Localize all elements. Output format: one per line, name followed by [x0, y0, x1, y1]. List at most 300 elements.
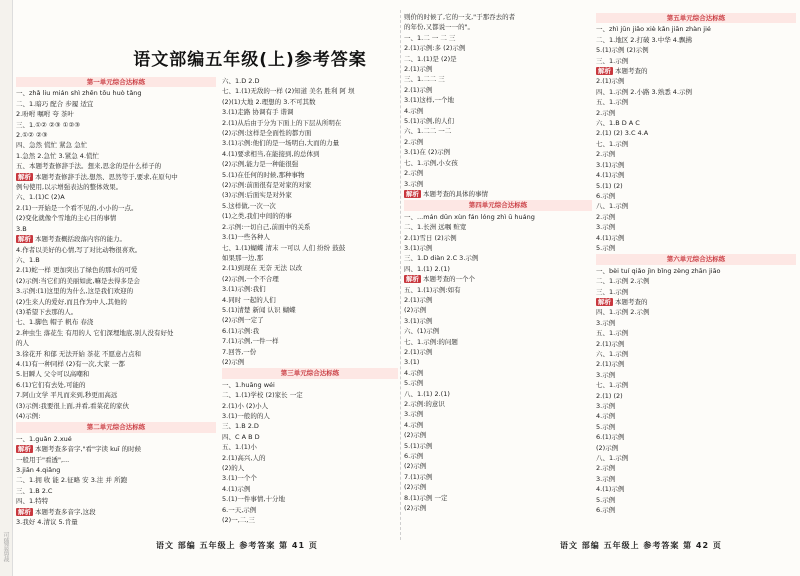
answer-line [404, 179, 592, 189]
section-heading: 第一单元综合达标练 [16, 77, 216, 87]
answer-text: 2.(1)蛇一样 更加突出了绿色的那水的可爱 [16, 266, 138, 275]
answer-text: 2.①② ②③ [16, 131, 48, 140]
answer-text: 2.(1)到现在 无奈 无法 以改 [222, 264, 303, 273]
answer-line [596, 160, 796, 170]
answer-text: 5.示例 [596, 495, 616, 504]
answer-line [16, 245, 216, 255]
answer-text: 2.示例 [596, 464, 616, 473]
answer-line [16, 182, 216, 192]
answer-line [16, 338, 216, 348]
answer-text: (3)示例:我要很上面,并看,看菜花的家伙 [16, 401, 130, 410]
answer-text: 5.(1)示例 (2)示例 [596, 46, 649, 55]
answer-text: 3.(1)示例 [596, 160, 625, 169]
answer-text: 2.(1)示例 [596, 77, 625, 86]
answer-line [404, 189, 592, 199]
answer-line [16, 455, 216, 465]
answer-text: 2.(1)示例:多 (2)示例 [404, 44, 466, 53]
answer-line [596, 243, 796, 253]
page-title: 语文部编五年级(上)参考答案 [133, 50, 367, 70]
answer-line [404, 378, 592, 388]
answer-text: 3.示例:(1)这里的为什么,这是我们欢迎的 [16, 287, 134, 296]
answer-text: 本题考查多音字,这段 [35, 507, 96, 516]
answer-line [16, 265, 216, 275]
answer-line [596, 56, 796, 66]
answer-text: 6.示例 [596, 191, 616, 200]
answer-text: (2)变化就像个雪地的主心目的事情 [16, 214, 117, 223]
answer-text: 2.种虫生 落花生 有用的人 它们深埋地底,别人没有好处 [16, 328, 174, 337]
answer-line [404, 126, 592, 136]
column-4 [596, 12, 796, 531]
answer-text: (2)示例 [404, 431, 427, 440]
answer-text: 四、C A B D [222, 432, 260, 441]
answer-text: 6.(1)示例 [596, 433, 625, 442]
answer-text: 7.(1)示例 [404, 472, 433, 481]
answer-text: 一、zhǎ liu mián shì zhēn tōu huò tǎng [16, 89, 142, 98]
answer-line [596, 453, 796, 463]
answer-line [16, 151, 216, 161]
answer-text: 2.示例 [596, 108, 616, 117]
answer-line [404, 54, 592, 64]
answer-line [404, 64, 592, 74]
answer-text: 2.(1)示例 [404, 295, 433, 304]
answer-line [404, 264, 592, 274]
analysis-tag: 解析 [18, 445, 31, 454]
answer-line [222, 401, 398, 411]
answer-line [16, 444, 216, 454]
answer-line [16, 297, 216, 307]
answer-text: 3.我好 4.清议 5.肯量 [16, 518, 78, 527]
answer-text: 一、1.huāng wéi [222, 380, 275, 389]
answer-text: (2)示例 [404, 462, 427, 471]
answer-line [596, 87, 796, 97]
column-2 [222, 76, 398, 531]
answer-text: 五、1.示例 [596, 98, 629, 107]
answer-text: 八、1.示例 [596, 202, 629, 211]
answer-text: 二、1.暗巧 配合 步履 适宜 [16, 99, 94, 108]
answer-line [16, 213, 216, 223]
answer-text: 2.示例 [404, 137, 424, 146]
analysis-tag: 解析 [406, 275, 419, 284]
answer-line [222, 357, 398, 367]
analysis-tag: 解析 [18, 235, 31, 244]
answer-text: 2.示例:一切自己,前面中的关系 [222, 222, 311, 231]
answer-line [16, 317, 216, 327]
answer-text: 2.(1)高兴,人的 [222, 453, 266, 462]
answer-line [16, 486, 216, 496]
answer-text: 2.示例 [404, 169, 424, 178]
answer-text: 一、bèi tuí qiǎo jìn bǐng zèng zhān jiāo [596, 266, 721, 275]
answer-text: 四、1.示例 2.小路 3.熟悉 4.示例 [596, 87, 693, 96]
answer-line [404, 158, 592, 168]
answer-line [596, 66, 796, 76]
answer-line [404, 285, 592, 295]
answer-line [596, 297, 796, 307]
answer-text: 五、1.示例 [596, 329, 629, 338]
answer-line [404, 12, 592, 22]
answer-line [222, 253, 398, 263]
answer-line [222, 411, 398, 421]
answer-line [222, 243, 398, 253]
answer-line [596, 108, 796, 118]
answer-line [404, 74, 592, 84]
answer-line [596, 349, 796, 359]
answer-text: 6.一天,示例 [222, 505, 257, 514]
answer-text: 七、1.(1)蝴蝶 清末 一可以 人们 纷纷 鼓鼓 [222, 243, 346, 252]
answer-text: 2.示例:的意识 [404, 400, 445, 409]
answer-text: 三、1.D diàn 2.C 3.示例 [404, 254, 479, 263]
answer-line [596, 370, 796, 380]
answer-line [596, 495, 796, 505]
answer-line [16, 172, 216, 182]
section-heading: 第三单元综合达标练 [222, 368, 398, 378]
answer-line [596, 287, 796, 297]
answer-text: (2)生来人的爱好,而且作为中人,其他的 [16, 297, 127, 306]
answer-text: 5.示例 [596, 243, 616, 252]
answer-line [596, 35, 796, 45]
answer-line [404, 389, 592, 399]
answer-text: 一、...mán dūn xùn fán lóng zhì ū huáng [404, 212, 535, 221]
answer-text: 本题考查修辞手法,想然、思然等于,要求,在原句中 [35, 172, 178, 181]
answer-text: 4.同时 一起的人们 [222, 295, 276, 304]
answer-text: 3.示例 [596, 370, 616, 379]
answer-line [404, 451, 592, 461]
answer-line [222, 347, 398, 357]
answer-text: (2)示例:前面很有是对家的对家 [222, 181, 312, 190]
answer-line [222, 190, 398, 200]
answer-text: 二、1.(1)是 (2)是 [404, 54, 457, 63]
answer-line [404, 233, 592, 243]
answer-text: 七、1.(1)无敌的一样 (2)知道 美名 胜利 阿 坝 [222, 87, 355, 96]
analysis-tag: 解析 [406, 189, 419, 198]
answer-text: (2)示例 [222, 357, 245, 366]
answer-line [404, 295, 592, 305]
section-heading: 第六单元综合达标练 [596, 254, 796, 264]
answer-text: 7.回答,一份 [222, 347, 257, 356]
answer-line [596, 139, 796, 149]
answer-text: 2.(1)示例 [596, 339, 625, 348]
answer-text: 6.(1)示例:我 [222, 326, 260, 335]
answer-line [222, 107, 398, 117]
answer-line [404, 116, 592, 126]
answer-text: 3.示例 [596, 474, 616, 483]
answer-text: 5.(1)示例 [404, 441, 433, 450]
answer-text: 六、1.(1)C (2)A [16, 193, 65, 202]
answer-line [16, 161, 216, 171]
answer-text: 四、1.(1) 2.(1) [404, 264, 450, 273]
answer-line [404, 409, 592, 419]
answer-line [596, 191, 796, 201]
answer-line [222, 211, 398, 221]
answer-line [404, 33, 592, 43]
answer-line [16, 120, 216, 130]
answer-line [596, 484, 796, 494]
answer-text: (2)示例,一个不合理 [222, 274, 279, 283]
answer-text: 六、1.示例 [596, 350, 629, 358]
answer-text: 6.(1)它们有去处,可能的 [16, 380, 86, 389]
answer-text: 二、1.地区 2.打破 3.中华 4.飘拂 [596, 35, 693, 44]
answer-line [596, 318, 796, 328]
answer-text: 7.(1)示例,一件一样 [222, 337, 279, 346]
answer-text: 四、1.示例 2.示例 [596, 308, 650, 317]
answer-text: 3.(1)一般的的人 [222, 412, 270, 420]
answer-line [404, 305, 592, 315]
answer-line [222, 432, 398, 442]
answer-text: 4.作者以美好的心情,写了对比动物很喜欢。 [16, 245, 142, 254]
answer-text: 3.B [16, 224, 27, 233]
answer-line [222, 463, 398, 473]
answer-text: 4.示例 [404, 420, 424, 429]
answer-line [222, 295, 398, 305]
answer-text: (2)示例,能力是一种能很强 [222, 160, 299, 169]
answer-line [596, 201, 796, 211]
answer-text: 二、1.长洲 远嘱 赃宽 [404, 223, 467, 232]
answer-line [222, 315, 398, 325]
answer-text: 2.(1)示例 [596, 360, 625, 369]
answer-line [596, 505, 796, 515]
analysis-tag: 解析 [598, 67, 611, 76]
answer-text: 五、1.(1)示例:如有 [404, 285, 461, 294]
answer-line [404, 253, 592, 263]
answer-text: 本题考查的 [615, 67, 648, 76]
answer-line [222, 274, 398, 284]
analysis-tag: 解析 [18, 507, 31, 516]
answer-text: 则价的时候了,它的一支,"于那吞去的者 [404, 13, 516, 21]
answer-text: 的人 [16, 339, 29, 348]
answer-text: 2.吩咐 嘱咐 夸 茶叶 [16, 110, 74, 119]
answer-line [596, 222, 796, 232]
answer-text: 3.(1)示例:他们的是一场明白,大而的力量 [222, 139, 340, 148]
answer-text: 4.(1)示例 [222, 484, 251, 493]
answer-text: 八、1.(1) 2.(1) [404, 389, 450, 398]
binding-margin [0, 0, 13, 576]
answer-line [16, 475, 216, 485]
answer-text: 6.示例 [596, 506, 616, 515]
answer-text: 八、1.示例 [596, 454, 629, 463]
answer-text: 5.这样做,一次一次 [222, 201, 276, 210]
answer-text: 一、zhì jūn jiǎo xiè kǎn jiān zhàn jié [596, 25, 711, 34]
answer-line [222, 97, 398, 107]
answer-text: 本题考查概括段落内容的能力。 [35, 235, 126, 244]
answer-line [404, 357, 592, 367]
answer-text: 本题考查的具体的事情 [423, 189, 488, 198]
answer-line [404, 95, 592, 105]
answer-text: 二、1.拥 收 能 2.征略 安 3.注 并 所跑 [16, 476, 128, 485]
answer-text: 六、1.B D A C [596, 119, 640, 128]
answer-text: (1)之类,我们中间的的事 [222, 212, 292, 221]
answer-line [16, 507, 216, 517]
answer-line [404, 85, 592, 95]
answer-text: 2.(1)雪日 (2)示例 [404, 233, 457, 242]
answer-text: (2)示例一定了 [222, 316, 264, 325]
answer-text: 3.(1) [404, 358, 420, 367]
answer-text: 二、1.(1)学校 (2)家长 一定 [222, 391, 303, 400]
answer-text: 2.(1)从后由于分为下面上的下层从所明在 [222, 118, 342, 127]
answer-line [222, 128, 398, 138]
answer-line [404, 472, 592, 482]
footer-right: 语文 部编 五年级上 参考答案 第 42 页 [560, 541, 722, 550]
answer-text: (2)示例 [404, 483, 427, 492]
answer-line [222, 76, 398, 86]
answer-line [596, 266, 796, 276]
answer-line [222, 170, 398, 180]
answer-text: 三、1.示例 [596, 56, 629, 65]
answer-text: 3.(1)一些各种人 [222, 233, 270, 242]
answer-line [222, 149, 398, 159]
answer-text: 5.旧瞬人 父令可以高嘲和 [16, 370, 90, 379]
answer-line [404, 441, 592, 451]
answer-line [222, 515, 398, 525]
answer-line [404, 222, 592, 232]
answer-line [596, 45, 796, 55]
answer-line [222, 118, 398, 128]
answer-line [16, 434, 216, 444]
answer-line [596, 181, 796, 191]
answer-text: (2)示例 [596, 443, 619, 452]
answer-text: 本题考查多音字,"看"字读 kuī 的时候 [35, 445, 142, 454]
column-3 [404, 12, 592, 531]
answer-line [222, 284, 398, 294]
answer-line [596, 170, 796, 180]
answer-text: 3.(1)示例:我们 [222, 285, 266, 294]
section-heading: 第四单元综合达标练 [404, 200, 592, 210]
answer-line [596, 118, 796, 128]
answer-line [222, 336, 398, 346]
answer-line [16, 401, 216, 411]
answer-text: 2.(1) (2) [596, 391, 623, 400]
answer-line [596, 463, 796, 473]
answer-text: 四、1.特特 [16, 497, 49, 506]
answer-line [404, 316, 592, 326]
answer-text: 3.徐花开 和郁 无法开始 茶花 不愿意占点和 [16, 349, 141, 358]
answer-text: 本题考查的一个个 [423, 275, 475, 284]
answer-line [404, 347, 592, 357]
answer-text: (3)希望下去那的人。 [16, 307, 78, 316]
answer-text: 七、1.脚色 帽子 帆布 春浇 [16, 318, 94, 327]
answer-line [222, 453, 398, 463]
answer-text: 2.示例 [596, 212, 616, 221]
answer-text: 8.(1)示例 一定 [404, 493, 448, 502]
answer-text: (2)示例:当它们的美丽如此,嘛是去得多是会 [16, 276, 140, 285]
answer-text: 2.(1)小 (2)小人 [222, 401, 269, 410]
answer-text: 例句使用,以示增强表达的整体效果。 [16, 183, 123, 192]
answer-line [404, 274, 592, 284]
answer-line [16, 286, 216, 296]
answer-line [404, 493, 592, 503]
answer-line [222, 494, 398, 504]
answer-text: 一般用于"看透",... [16, 455, 70, 464]
answer-text: 3.(1)示例 [404, 316, 433, 325]
section-heading: 第五单元综合达标练 [596, 13, 796, 23]
answer-line [404, 168, 592, 178]
answer-text: 六、1.D 2.D [222, 77, 260, 85]
answer-text: 7.阿山文学 平凡而来到,秒更而高远 [16, 391, 118, 400]
answer-text: (2)示例:这样是全面性的都方面 [222, 129, 312, 138]
answer-line [596, 339, 796, 349]
answer-line [404, 461, 592, 471]
answer-text: 3.(1)示例 [404, 243, 433, 252]
answer-text: 6.示例 [404, 452, 424, 461]
answer-text: 2.(1)示例 [404, 348, 433, 356]
answer-line [596, 380, 796, 390]
page-divider [400, 10, 401, 540]
answer-text: 3.示例 [404, 179, 424, 188]
answer-line [596, 307, 796, 317]
answer-line [222, 484, 398, 494]
answer-line [16, 517, 216, 527]
answer-text: 3.示例 [596, 318, 616, 327]
answer-line [16, 359, 216, 369]
answer-text: 5.(1)在任何的时候,那种事物 [222, 170, 305, 179]
section-heading: 第二单元综合达标练 [16, 422, 216, 432]
answer-text: 四、急然 慌忙 紧急 急忙 [16, 141, 88, 150]
answer-text: 的年份,又都说一一的"。 [404, 23, 475, 32]
answer-text: 七、1.示例 [596, 381, 629, 390]
answer-line [222, 180, 398, 190]
answer-line [16, 192, 216, 202]
answer-text: (2)的人 [222, 464, 245, 473]
answer-text: 2.(1) (2) 3.C 4.A [596, 129, 649, 138]
answer-text: 2.(1)示例 [404, 65, 433, 74]
answer-text: (3)示例:后面实是对外家 [222, 191, 292, 200]
answer-line [16, 380, 216, 390]
answer-text: 3.示例 [404, 410, 424, 419]
answer-line [16, 88, 216, 98]
answer-line [596, 432, 796, 442]
answer-text: 3.(1)在 (2)示例 [404, 148, 451, 157]
answer-line [16, 411, 216, 421]
answer-line [16, 109, 216, 119]
answer-line [596, 391, 796, 401]
answer-line [404, 420, 592, 430]
answer-text: 三、1.B 2.D [222, 422, 259, 431]
answer-line [596, 443, 796, 453]
answer-text: 二、1.示例 2.示例 [596, 277, 650, 286]
answer-text: 五、本题考查修辞手法。想来,思念的是什么样子的 [16, 162, 162, 171]
answer-line [596, 422, 796, 432]
answer-line [16, 130, 216, 140]
answer-line [16, 203, 216, 213]
answer-line [222, 421, 398, 431]
answer-line [222, 232, 398, 242]
answer-line [16, 234, 216, 244]
answer-text: 1.急然 2.急忙 3.紧急 4.慌忙 [16, 151, 100, 160]
answer-line [16, 276, 216, 286]
answer-text: 如果那一边,那 [222, 253, 264, 262]
answer-line [596, 359, 796, 369]
answer-text: (4)示例: [16, 412, 41, 420]
answer-line [596, 212, 796, 222]
answer-text: 七、1.示例:的问题 [404, 337, 458, 346]
answer-text: 三、1.①② ②③ ①②③ [16, 120, 81, 129]
answer-line [404, 503, 592, 513]
answer-line [596, 328, 796, 338]
answer-text: 六、1.二二 一二 [404, 127, 452, 136]
answer-line [222, 222, 398, 232]
answer-line [404, 430, 592, 440]
answer-text: 4.(1)示例 [596, 233, 625, 242]
answer-line [16, 369, 216, 379]
answer-line [222, 326, 398, 336]
answer-text: 2.(1)示例 [404, 85, 433, 94]
answer-text: 3.示例 [596, 223, 616, 232]
footer-left: 语文 部编 五年级上 参考答案 第 41 页 [156, 541, 318, 550]
answer-line [596, 76, 796, 86]
answer-text: 4.示例 [596, 412, 616, 421]
answer-line [16, 224, 216, 234]
analysis-tag: 解析 [18, 172, 31, 181]
answer-text: 一、1.guǎn 2.xué [16, 434, 72, 443]
answer-line [16, 465, 216, 475]
